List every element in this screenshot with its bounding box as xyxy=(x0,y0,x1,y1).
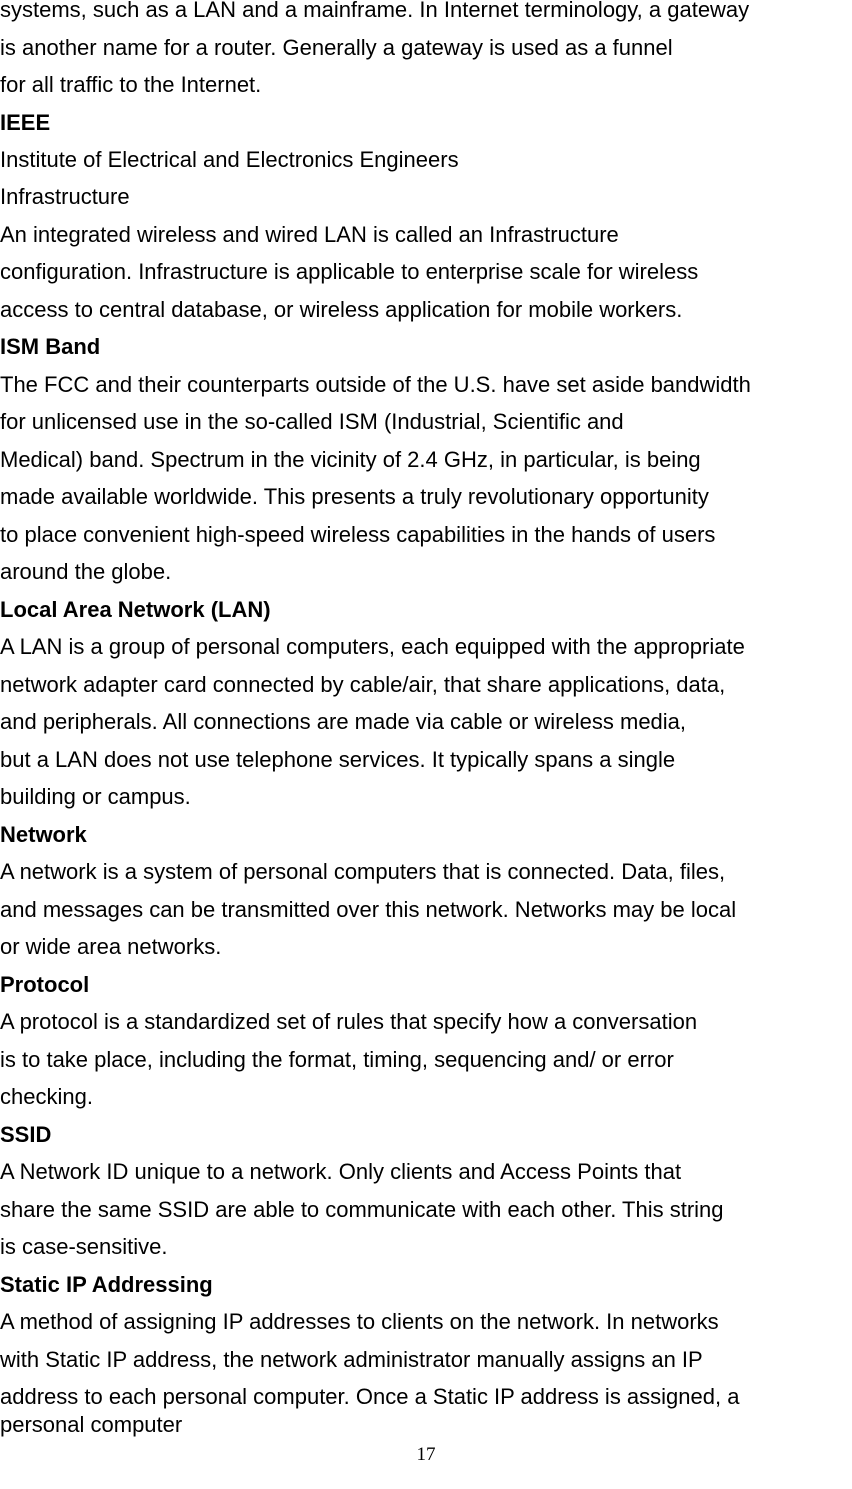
glossary-term-lan: Local Area Network (LAN) xyxy=(0,597,271,622)
glossary-definition-line: but a LAN does not use telephone services. It typically spans a single xyxy=(0,747,676,772)
glossary-definition-line: around the globe. xyxy=(0,559,172,584)
glossary-definition-line: personal computer xyxy=(0,1412,183,1437)
glossary-definition-line: Medical) band. Spectrum in the vicinity of 2.4 GHz, in particular, is being xyxy=(0,447,701,472)
glossary-definition-line: is another name for a router. Generally a gateway is used as a funnel xyxy=(0,35,673,60)
glossary-definition-line: A method of assigning IP addresses to clients on the network. In networks xyxy=(0,1309,719,1334)
glossary-definition-line: address to each personal computer. Once a Static IP address is assigned, a xyxy=(0,1384,740,1409)
glossary-definition-line: made available worldwide. This presents a truly revolutionary opportunity xyxy=(0,484,709,509)
page-number: 17 xyxy=(416,1444,436,1465)
glossary-definition-line: A LAN is a group of personal computers, each equipped with the appropriate xyxy=(0,634,745,659)
glossary-definition-line: The FCC and their counterparts outside of the U.S. have set aside bandwidth xyxy=(0,372,751,397)
glossary-definition-line: with Static IP address, the network administrator manually assigns an IP xyxy=(0,1347,703,1372)
glossary-definition-line: access to central database, or wireless application for mobile workers. xyxy=(0,297,683,322)
glossary-term-protocol: Protocol xyxy=(0,972,90,997)
glossary-definition-line: An integrated wireless and wired LAN is called an Infrastructure xyxy=(0,222,619,247)
glossary-definition-line: A Network ID unique to a network. Only clients and Access Points that xyxy=(0,1159,682,1184)
glossary-definition-line: or wide area networks. xyxy=(0,934,222,959)
glossary-definition-line: A protocol is a standardized set of rules that specify how a conversation xyxy=(0,1009,698,1034)
glossary-definition-line: and peripherals. All connections are made via cable or wireless media, xyxy=(0,709,687,734)
glossary-definition-line: building or campus. xyxy=(0,784,191,809)
glossary-definition-line: share the same SSID are able to communicate with each other. This string xyxy=(0,1197,724,1222)
glossary-term-ieee: IEEE xyxy=(0,110,51,135)
glossary-definition-line: and messages can be transmitted over this network. Networks may be local xyxy=(0,897,737,922)
glossary-definition-line: for unlicensed use in the so-called ISM (Industrial, Scientific and xyxy=(0,409,624,434)
glossary-definition-line: Institute of Electrical and Electronics Engineers xyxy=(0,147,459,172)
glossary-definition-line: network adapter card connected by cable/air, that share applications, data, xyxy=(0,672,726,697)
glossary-term-ssid: SSID xyxy=(0,1122,52,1147)
glossary-definition-line: to place convenient high-speed wireless capabilities in the hands of users xyxy=(0,522,716,547)
glossary-term-static-ip: Static IP Addressing xyxy=(0,1272,213,1297)
glossary-term-ism-band: ISM Band xyxy=(0,334,101,359)
glossary-term-infrastructure: Infrastructure xyxy=(0,184,130,209)
glossary-definition-line: is to take place, including the format, timing, sequencing and/ or error xyxy=(0,1047,674,1072)
glossary-definition-line: is case-sensitive. xyxy=(0,1234,168,1259)
glossary-definition-line: for all traffic to the Internet. xyxy=(0,72,262,97)
glossary-definition-line: systems, such as a LAN and a mainframe. In Internet terminology, a gateway xyxy=(0,0,750,22)
glossary-definition-line: checking. xyxy=(0,1084,93,1109)
glossary-definition-line: A network is a system of personal computers that is connected. Data, files, xyxy=(0,859,726,884)
glossary-definition-line: configuration. Infrastructure is applicable to enterprise scale for wireless xyxy=(0,259,699,284)
glossary-term-network: Network xyxy=(0,822,87,847)
